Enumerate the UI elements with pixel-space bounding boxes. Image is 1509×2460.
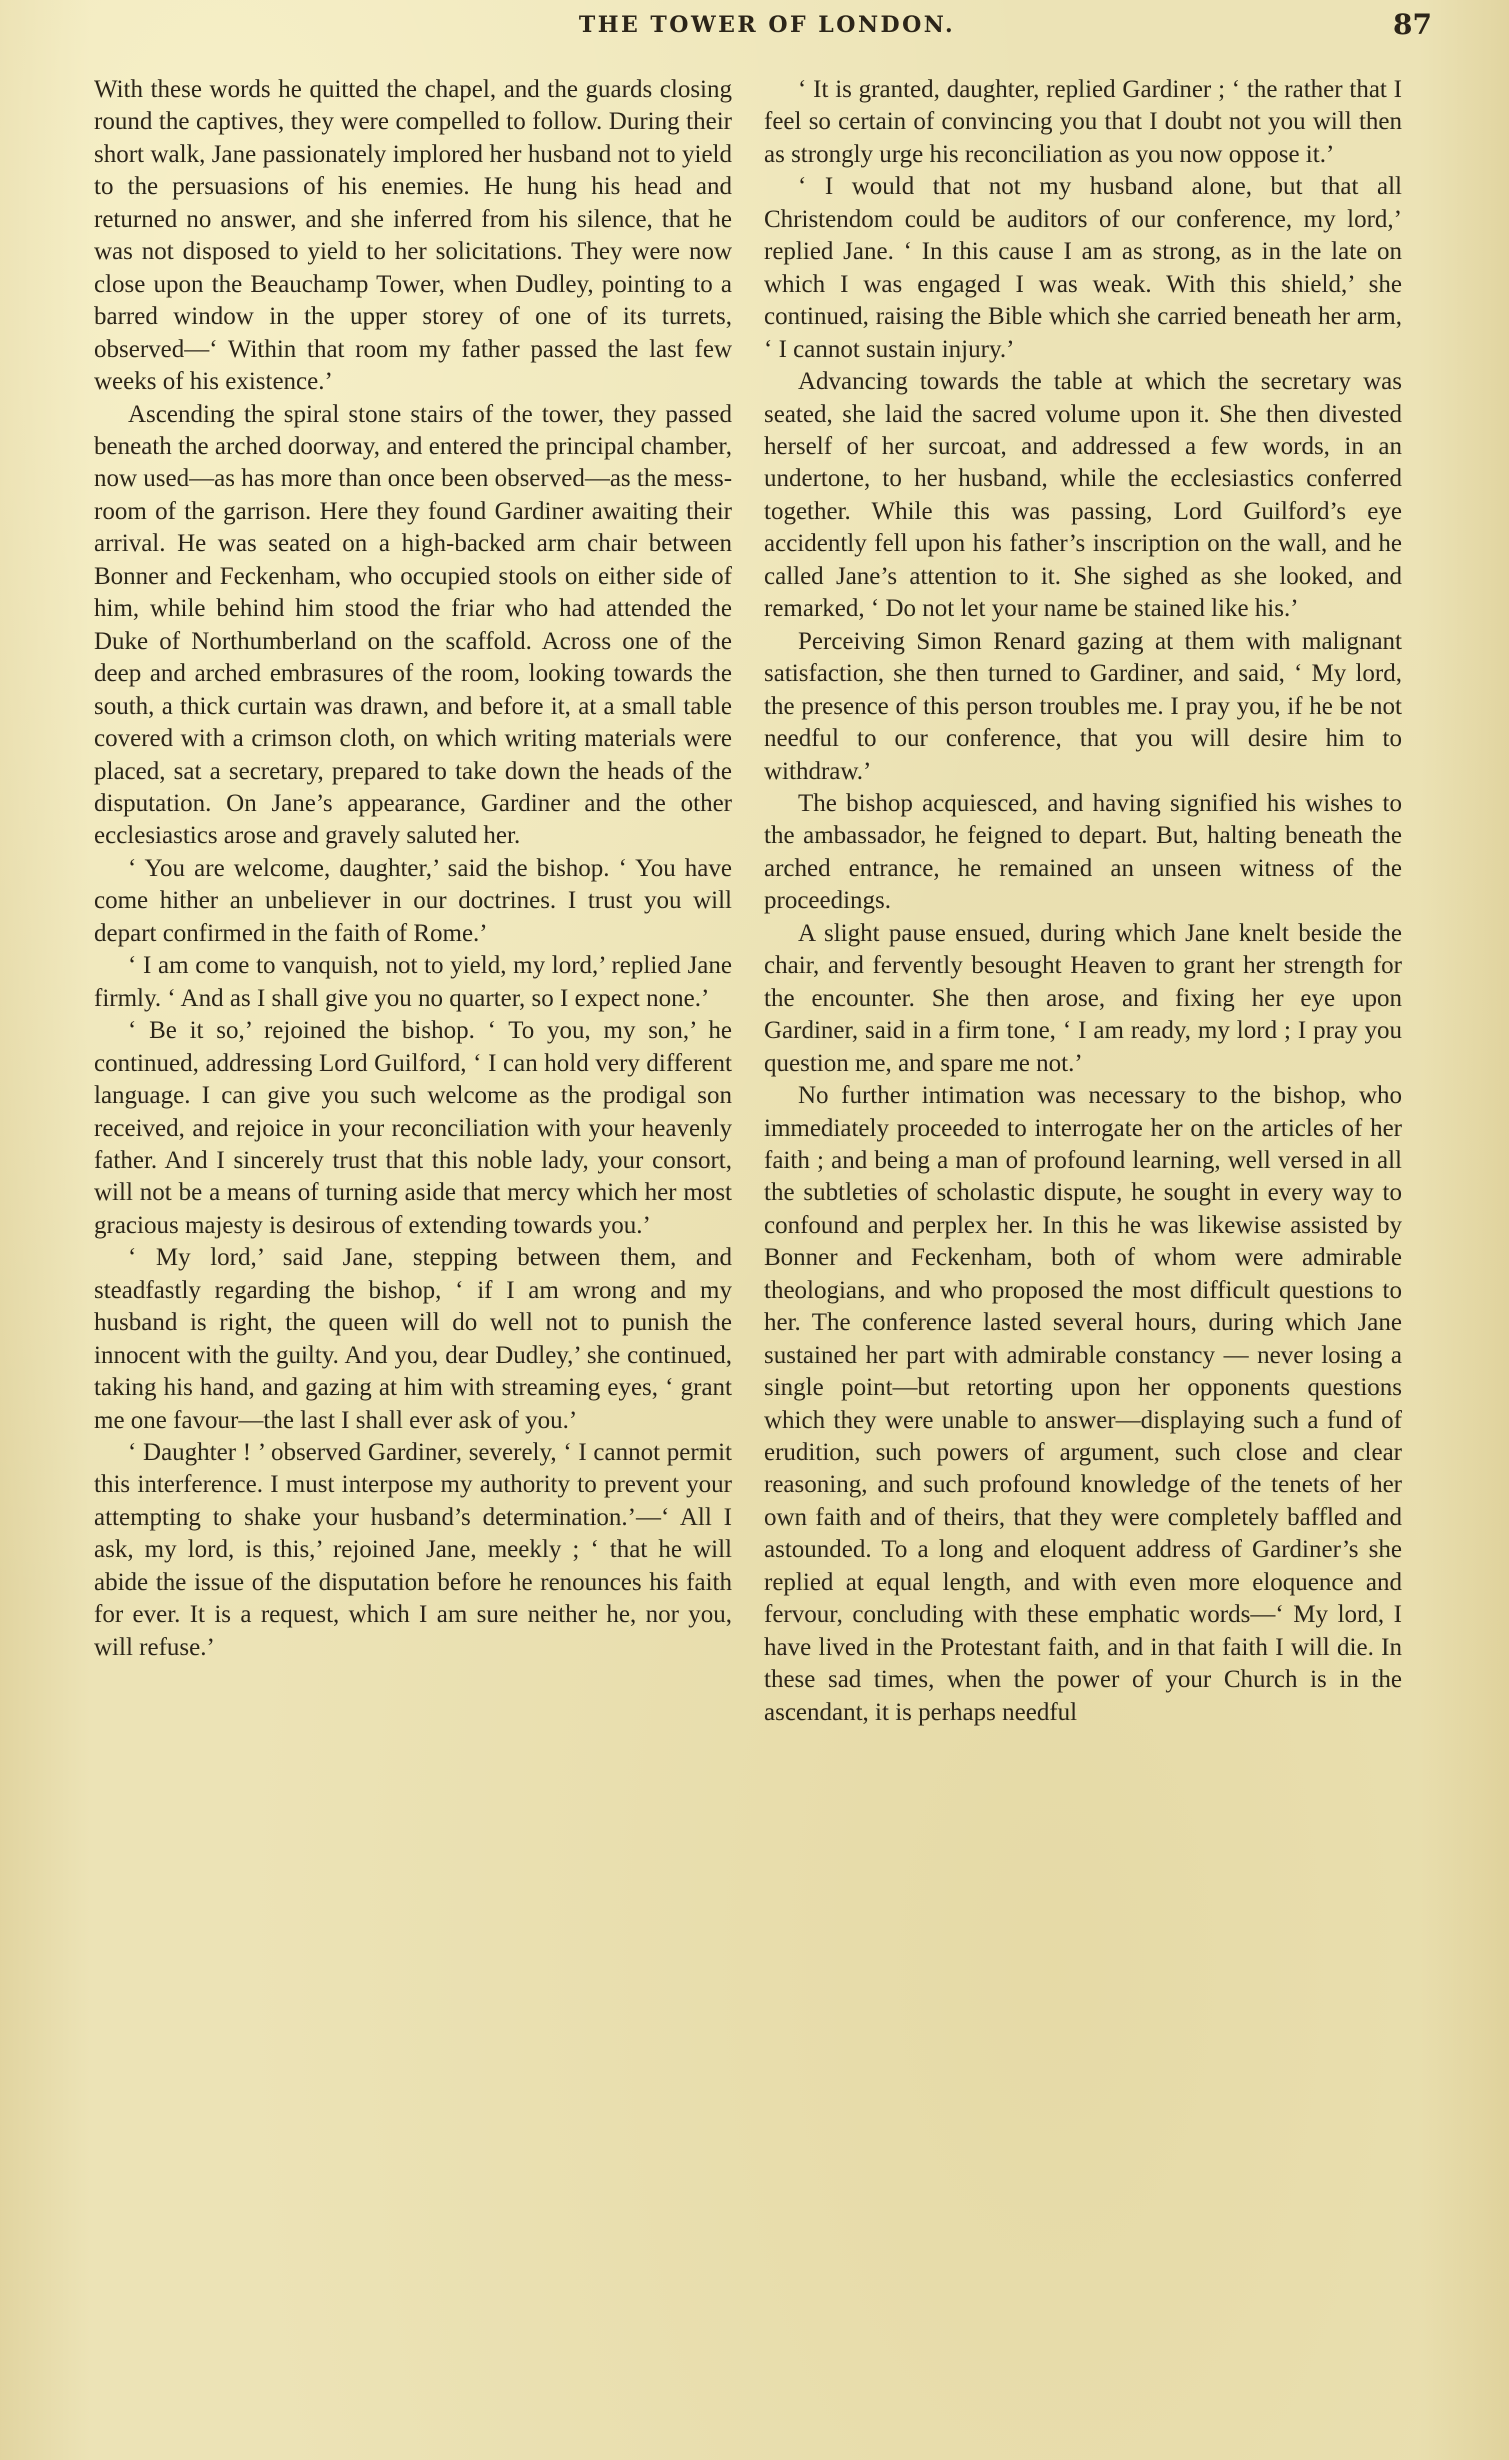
- right-column: [764, 74, 1402, 1729]
- running-head-title: THE TOWER OF LONDON.: [578, 12, 956, 38]
- paragraph: ‘ I would that not my husband alone, but that all Christendom could be auditors of our conference, my lord,’ replied Jane. ‘ In this cause I am as strong, as in the late on which I was engaged I was weak. With this shield,’ she continued, raising the Bible which she carried beneath her arm, ‘ I cannot sustain injury.’: [764, 173, 1402, 363]
- running-head: [92, 6, 1442, 42]
- paragraph: No further intimation was necessary to the bishop, who immediately proceeded to interrogate her on the articles of her faith ; and being a man of profound learning, well versed in all the subtleties of scholastic dispute, he sought in every way to confound and perplex her. In this he was likewise assisted by Bonner and Feckenham, both of whom were admirable theologians, and who proposed the most difficult questions to her. The conference lasted several hours, during which Jane sustained her part with admirable constancy — never losing a single point—but retorting upon her opponents questions which they were unable to answer—displaying such a fund of erudition, such powers of argument, such close and clear reasoning, and such profound knowledge of the tenets of her own faith and of theirs, that they were completely baffled and astounded. To a long and eloquent address of Gardiner’s she replied at equal length, and with even more eloquence and fervour, concluding with these emphatic words—‘ My lord, I have lived in the Protestant faith, and in that faith I will die. In these sad times, when the power of your Church is in the ascendant, it is perhaps needful: [764, 1082, 1402, 1726]
- paragraph: ‘ Daughter ! ’ observed Gardiner, severely, ‘ I cannot permit this interference. I must interpose my authority to prevent your attempting to shake your husband’s determination.’—‘ All I ask, my lord, is this,’ rejoined Jane, meekly ; ‘ that he will abide the issue of the disputation before he renounces his faith for ever. It is a request, which I am sure neither he, nor you, will refuse.’: [94, 1439, 732, 1661]
- left-column: [94, 74, 732, 1664]
- paragraph: Advancing towards the table at which the secretary was seated, she laid the sacred volume upon it. She then divested herself of her surcoat, and addressed a few words, in an undertone, to her husband, while the ecclesiastics conferred together. While this was passing, Lord Guilford’s eye accidently fell upon his father’s inscription on the wall, and he called Jane’s attention to it. She sighed as she looked, and remarked, ‘ Do not let your name be stained like his.’: [764, 368, 1402, 623]
- paragraph: ‘ Be it so,’ rejoined the bishop. ‘ To you, my son,’ he continued, addressing Lord Guilford, ‘ I can hold very different language. I can give you such welcome as the prodigal son received, and rejoice in your reconciliation with your heavenly father. And I sincerely trust that this noble lady, your consort, will not be a means of turning aside that mercy which her most gracious majesty is desirous of extending towards you.’: [94, 1017, 732, 1239]
- paragraph: ‘ You are welcome, daughter,’ said the bishop. ‘ You have come hither an unbeliever in our doctrines. I trust you will depart confirmed in the faith of Rome.’: [94, 854, 732, 947]
- paragraph: Ascending the spiral stone stairs of the tower, they passed beneath the arched doorway, and entered the principal chamber, now used—as has more than once been observed—as the mess-room of the garrison. Here they found Gardiner awaiting their arrival. He was seated on a high-backed arm chair between Bonner and Feckenham, who occupied stools on either side of him, while behind him stood the friar who had attended the Duke of Northumberland on the scaffold. Across one of the deep and arched embrasures of the room, looking towards the south, a thick curtain was drawn, and before it, at a small table covered with a crimson cloth, on which writing materials were placed, sat a secretary, prepared to take down the heads of the disputation. On Jane’s appearance, Gardiner and the other ecclesiastics arose and gravely saluted her.: [94, 400, 733, 850]
- paragraph: The bishop acquiesced, and having signified his wishes to the ambassador, he feigned to depart. But, halting beneath the arched entrance, he remained an unseen witness of the proceedings.: [764, 789, 1402, 915]
- paragraph: With these words he quitted the chapel, and the guards closing round the captives, they were compelled to follow. During their short walk, Jane passionately implored her husband not to yield to the persuasions of his enemies. He hung his head and returned no answer, and she inferred from his silence, that he was not disposed to yield to her solicitations. They were now close upon the Beauchamp Tower, when Dudley, pointing to a barred window in the upper storey of one of its turrets, observed—‘ Within that room my father passed the last few weeks of his existence.’: [94, 76, 732, 396]
- paragraph: A slight pause ensued, during which Jane knelt beside the chair, and fervently besought Heaven to grant her strength for the encounter. She then arose, and fixing her eye upon Gardiner, said in a firm tone, ‘ I am ready, my lord ; I pray you question me, and spare me not.’: [764, 919, 1402, 1077]
- page-number: 87: [1393, 8, 1432, 41]
- paragraph: ‘ My lord,’ said Jane, stepping between them, and steadfastly regarding the bishop, ‘ if I am wrong and my husband is right, the queen will do well not to punish the innocent with the guilty. And you, dear Dudley,’ she continued, taking his hand, and gazing at him with streaming eyes, ‘ grant me one favour—the last I shall ever ask of you.’: [94, 1244, 732, 1434]
- paragraph: ‘ It is granted, daughter, replied Gardiner ; ‘ the rather that I feel so certain of convincing you that I doubt not you will then as strongly urge his reconciliation as you now oppose it.’: [764, 76, 1402, 168]
- paragraph: ‘ I am come to vanquish, not to yield, my lord,’ replied Jane firmly. ‘ And as I shall give you no quarter, so I expect none.’: [94, 952, 732, 1012]
- paragraph: Perceiving Simon Renard gazing at them with malignant satisfaction, she then turned to Gardiner, and said, ‘ My lord, the presence of this person troubles me. I pray you, if he be not needful to our conference, that you will desire him to withdraw.’: [764, 627, 1402, 785]
